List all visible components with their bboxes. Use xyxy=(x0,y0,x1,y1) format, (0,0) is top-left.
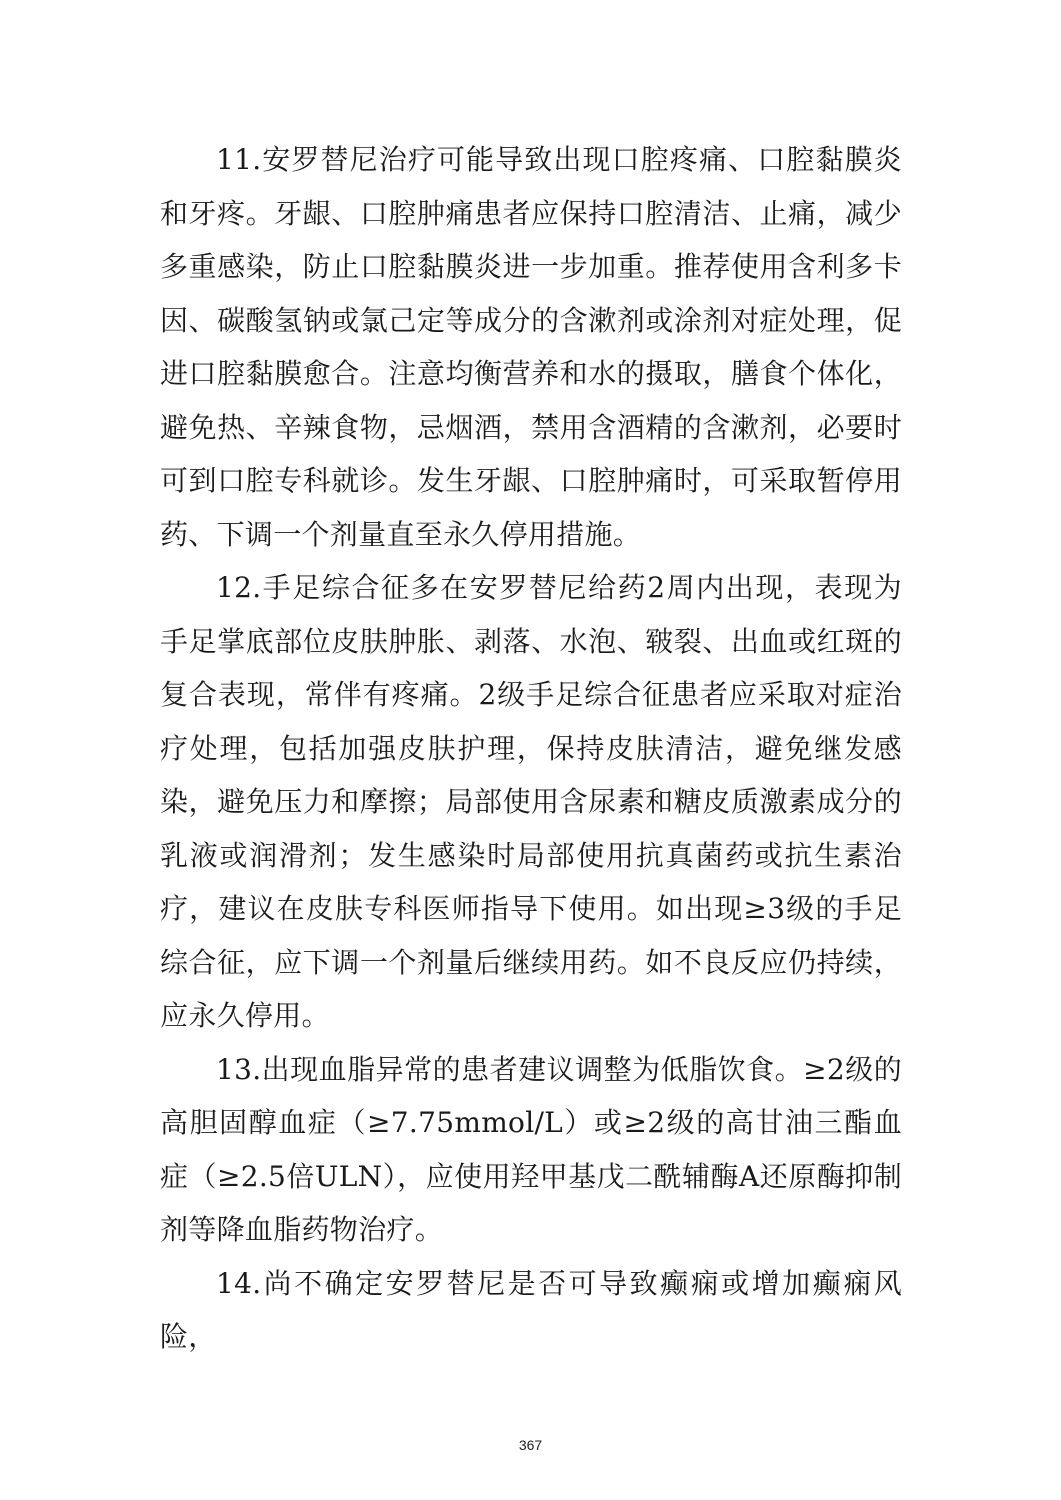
paragraph-11: 11.安罗替尼治疗可能导致出现口腔疼痛、口腔黏膜炎和牙疼。牙龈、口腔肿痛患者应保持口腔清洁、止痛，减少多重感染，防止口腔黏膜炎进一步加重。推荐使用含利多卡因、碳酸氢钠或氯己定等成分的含漱剂或涂剂对症处理，促进口腔黏膜愈合。注意均衡营养和水的摄取，膳食个体化，避免热、辛辣食物，忌烟酒，禁用含酒精的含漱剂，必要时可到口腔专科就诊。发生牙龈、口腔肿痛时，可采取暂停用药、下调一个剂量直至永久停用措施。 xyxy=(160,143,902,551)
paragraph-13: 13.出现血脂异常的患者建议调整为低脂饮食。≥2级的高胆固醇血症（≥7.75mmol/L）或≥2级的高甘油三酯血症（≥2.5倍ULN），应使用羟甲基戊二酰辅酶A还原酶抑制剂等降血脂药物治疗。 xyxy=(160,1052,902,1246)
document-body xyxy=(160,133,902,1364)
paragraph-12: 12.手足综合征多在安罗替尼给药2周内出现，表现为手足掌底部位皮肤肿胀、剥落、水泡、皲裂、出血或红斑的复合表现，常伴有疼痛。2级手足综合征患者应采取对症治疗处理，包括加强皮肤护理，保持皮肤清洁，避免继发感染，避免压力和摩擦；局部使用含尿素和糖皮质激素成分的乳液或润滑剂；发生感染时局部使用抗真菌药或抗生素治疗，建议在皮肤专科医师指导下使用。如出现≥3级的手足综合征，应下调一个剂量后继续用药。如不良反应仍持续，应永久停用。 xyxy=(160,571,902,1032)
page-number: 367 xyxy=(518,1437,543,1453)
paragraph-14: 14.尚不确定安罗替尼是否可导致癫痫或增加癫痫风险， xyxy=(160,1266,902,1353)
